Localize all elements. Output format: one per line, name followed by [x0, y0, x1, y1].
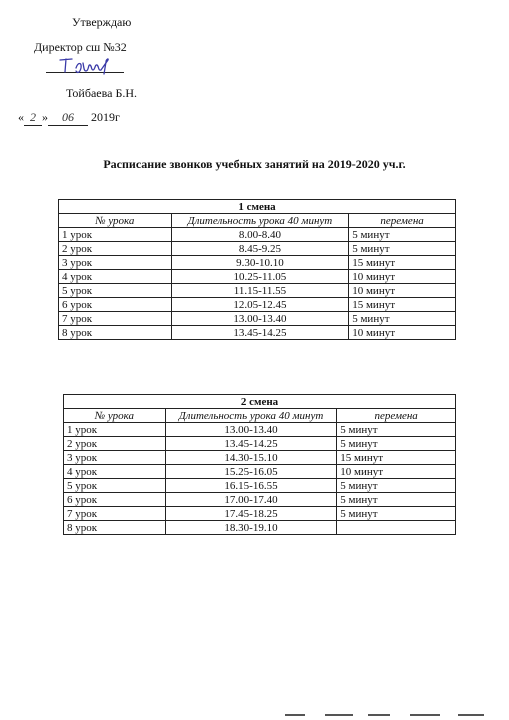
page-title: Расписание звонков учебных занятий на 2019-2020 уч.г. — [103, 157, 406, 171]
table-row — [64, 423, 456, 437]
lesson-number: 7 урок — [64, 507, 166, 521]
lesson-time: 13.45-14.25 — [165, 437, 337, 451]
scan-mark — [285, 714, 305, 716]
table-row — [59, 298, 456, 312]
date-month: 06 — [48, 110, 88, 126]
table-row — [59, 228, 456, 242]
break-duration: 5 минут — [337, 423, 456, 437]
table-row — [64, 493, 456, 507]
break-duration: 5 минут — [337, 507, 456, 521]
lesson-number: 1 урок — [59, 228, 172, 242]
table-row — [64, 465, 456, 479]
date-line — [18, 110, 120, 126]
lesson-number: 2 урок — [64, 437, 166, 451]
director-name: Тойбаева Б.Н. — [66, 86, 137, 100]
table-row — [59, 284, 456, 298]
lesson-time: 17.45-18.25 — [165, 507, 337, 521]
lesson-number: 3 урок — [64, 451, 166, 465]
shift1-title-row — [59, 200, 456, 214]
break-duration: 15 минут — [337, 451, 456, 465]
shift2-header-break: перемена — [337, 409, 456, 423]
lesson-number: 7 урок — [59, 312, 172, 326]
break-duration: 10 минут — [349, 270, 456, 284]
break-duration: 5 минут — [349, 228, 456, 242]
table-row — [59, 242, 456, 256]
break-duration: 10 минут — [337, 465, 456, 479]
lesson-number: 8 урок — [59, 326, 172, 340]
break-duration: 10 минут — [349, 326, 456, 340]
lesson-time: 13.00-13.40 — [165, 423, 337, 437]
lesson-number: 4 урок — [59, 270, 172, 284]
lesson-time: 9.30-10.10 — [171, 256, 349, 270]
director-position: Директор сш №32 — [34, 40, 127, 54]
break-duration: 5 минут — [349, 312, 456, 326]
scan-mark — [325, 714, 353, 716]
lesson-number: 8 урок — [64, 521, 166, 535]
lesson-time: 13.00-13.40 — [171, 312, 349, 326]
table-row — [64, 521, 456, 535]
table-row — [59, 312, 456, 326]
shift1-header-break: перемена — [349, 214, 456, 228]
lesson-time: 8.00-8.40 — [171, 228, 349, 242]
lesson-time: 17.00-17.40 — [165, 493, 337, 507]
shift2-title-row — [64, 395, 456, 409]
table-row — [59, 270, 456, 284]
scan-mark — [458, 714, 484, 716]
lesson-number: 6 урок — [64, 493, 166, 507]
table-row — [64, 507, 456, 521]
date-year: 2019г — [91, 110, 120, 124]
shift2-table — [63, 394, 456, 535]
shift2-header-duration: Длительность урока 40 минут — [165, 409, 337, 423]
break-duration: 15 минут — [349, 298, 456, 312]
lesson-number: 4 урок — [64, 465, 166, 479]
table-row — [64, 437, 456, 451]
lesson-time: 12.05-12.45 — [171, 298, 349, 312]
lesson-time: 18.30-19.10 — [165, 521, 337, 535]
shift1-header-row — [59, 214, 456, 228]
lesson-number: 6 урок — [59, 298, 172, 312]
lesson-number: 1 урок — [64, 423, 166, 437]
break-duration: 5 минут — [337, 493, 456, 507]
table-row — [59, 326, 456, 340]
lesson-time: 8.45-9.25 — [171, 242, 349, 256]
shift1-title: 1 смена — [59, 200, 456, 214]
break-duration: 5 минут — [337, 479, 456, 493]
lesson-time: 10.25-11.05 — [171, 270, 349, 284]
table-row — [64, 479, 456, 493]
lesson-number: 5 урок — [64, 479, 166, 493]
shift2-header-row — [64, 409, 456, 423]
table-row — [59, 256, 456, 270]
date-quote-open: « — [18, 110, 24, 124]
lesson-number: 2 урок — [59, 242, 172, 256]
shift1-header-lesson: № урока — [59, 214, 172, 228]
shift2-header-lesson: № урока — [64, 409, 166, 423]
table-row — [64, 451, 456, 465]
approve-label: Утверждаю — [72, 15, 132, 29]
date-day: 2 — [24, 110, 42, 126]
lesson-time: 15.25-16.05 — [165, 465, 337, 479]
shift1-table — [58, 199, 456, 340]
lesson-number: 3 урок — [59, 256, 172, 270]
break-duration: 5 минут — [337, 437, 456, 451]
lesson-time: 16.15-16.55 — [165, 479, 337, 493]
lesson-number: 5 урок — [59, 284, 172, 298]
break-duration — [337, 521, 456, 535]
signature-icon — [56, 54, 118, 78]
shift2-title: 2 смена — [64, 395, 456, 409]
break-duration: 10 минут — [349, 284, 456, 298]
break-duration: 5 минут — [349, 242, 456, 256]
lesson-time: 13.45-14.25 — [171, 326, 349, 340]
scan-mark — [410, 714, 440, 716]
shift1-header-duration: Длительность урока 40 минут — [171, 214, 349, 228]
date-quote-close: » — [42, 110, 48, 124]
break-duration: 15 минут — [349, 256, 456, 270]
lesson-time: 11.15-11.55 — [171, 284, 349, 298]
scan-mark — [368, 714, 390, 716]
lesson-time: 14.30-15.10 — [165, 451, 337, 465]
